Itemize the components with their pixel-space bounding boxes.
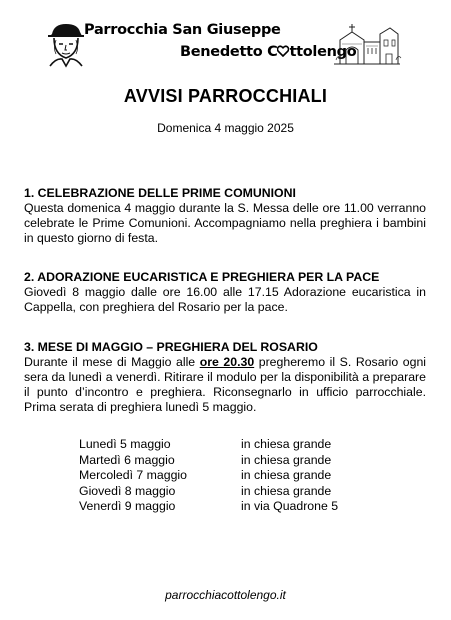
section-heading: 1. CELEBRAZIONE DELLE PRIME COMUNIONI [24,186,296,200]
parish-name: Parrocchia San Giuseppe [84,22,281,38]
website-link[interactable]: parrocchiacottolengo.it [165,588,286,602]
notice-section-first-communion [24,186,426,246]
schedule-place: in chiesa grande [241,483,332,498]
notice-section-rosary [24,340,426,415]
section-body-start: Durante il mese di Maggio alle [24,355,200,369]
schedule-day: Martedì 6 maggio [79,452,175,467]
section-heading: 2. ADORAZIONE EUCARISTICA E PREGHIERA PER LA PACE [24,270,380,284]
parish-subtitle-part2: ttolengo [289,44,357,60]
rosary-time: ore 20.30 [199,355,255,369]
section-body [24,355,426,415]
notice-date: Domenica 4 maggio 2025 [157,121,294,135]
schedule-day: Lunedì 5 maggio [79,437,171,451]
parish-subtitle [180,44,356,60]
schedule-day: Mercoledì 7 maggio [79,468,187,482]
schedule-place: in chiesa grande [241,452,332,467]
schedule-day: Venerdì 9 maggio [79,499,176,513]
schedule-place: in via Quadrone 5 [241,499,339,513]
section-body: Questa domenica 4 maggio durante la S. Messa delle ore 11.00 verranno celebrate le Prime Comunioni. Accompagniamo nella preghiera i bambini in questo giorno di festa. [24,201,426,245]
section-heading: 3. MESE DI MAGGIO – PREGHIERA DEL ROSARIO [24,340,318,354]
heart-icon [277,45,289,57]
parish-subtitle-part1: Benedetto C [180,44,278,60]
schedule-place: in chiesa grande [241,468,332,482]
section-body: Giovedì 8 maggio dalle ore 16.00 alle 17.15 Adorazione eucaristica in Cappella, con preghiera del Rosario per la pace. [24,285,426,314]
priest-portrait-logo [44,20,86,68]
notice-section-adoration [24,270,426,315]
section-body-rest: pregheremo il S. Rosario ogni sera da lunedì a venerdì. Ritirare il modulo per la disponibilità a preparare il punto d’incontro e preghiera. Riconsegnarlo in ufficio parrocchiale. Prima serata di preghiera lunedì 5 maggio. [24,355,427,414]
schedule-day: Giovedì 8 maggio [79,483,176,498]
church-sketch-logo [332,20,402,66]
schedule-place: in chiesa grande [241,437,332,451]
page-title: AVVISI PARROCCHIALI [123,86,328,106]
